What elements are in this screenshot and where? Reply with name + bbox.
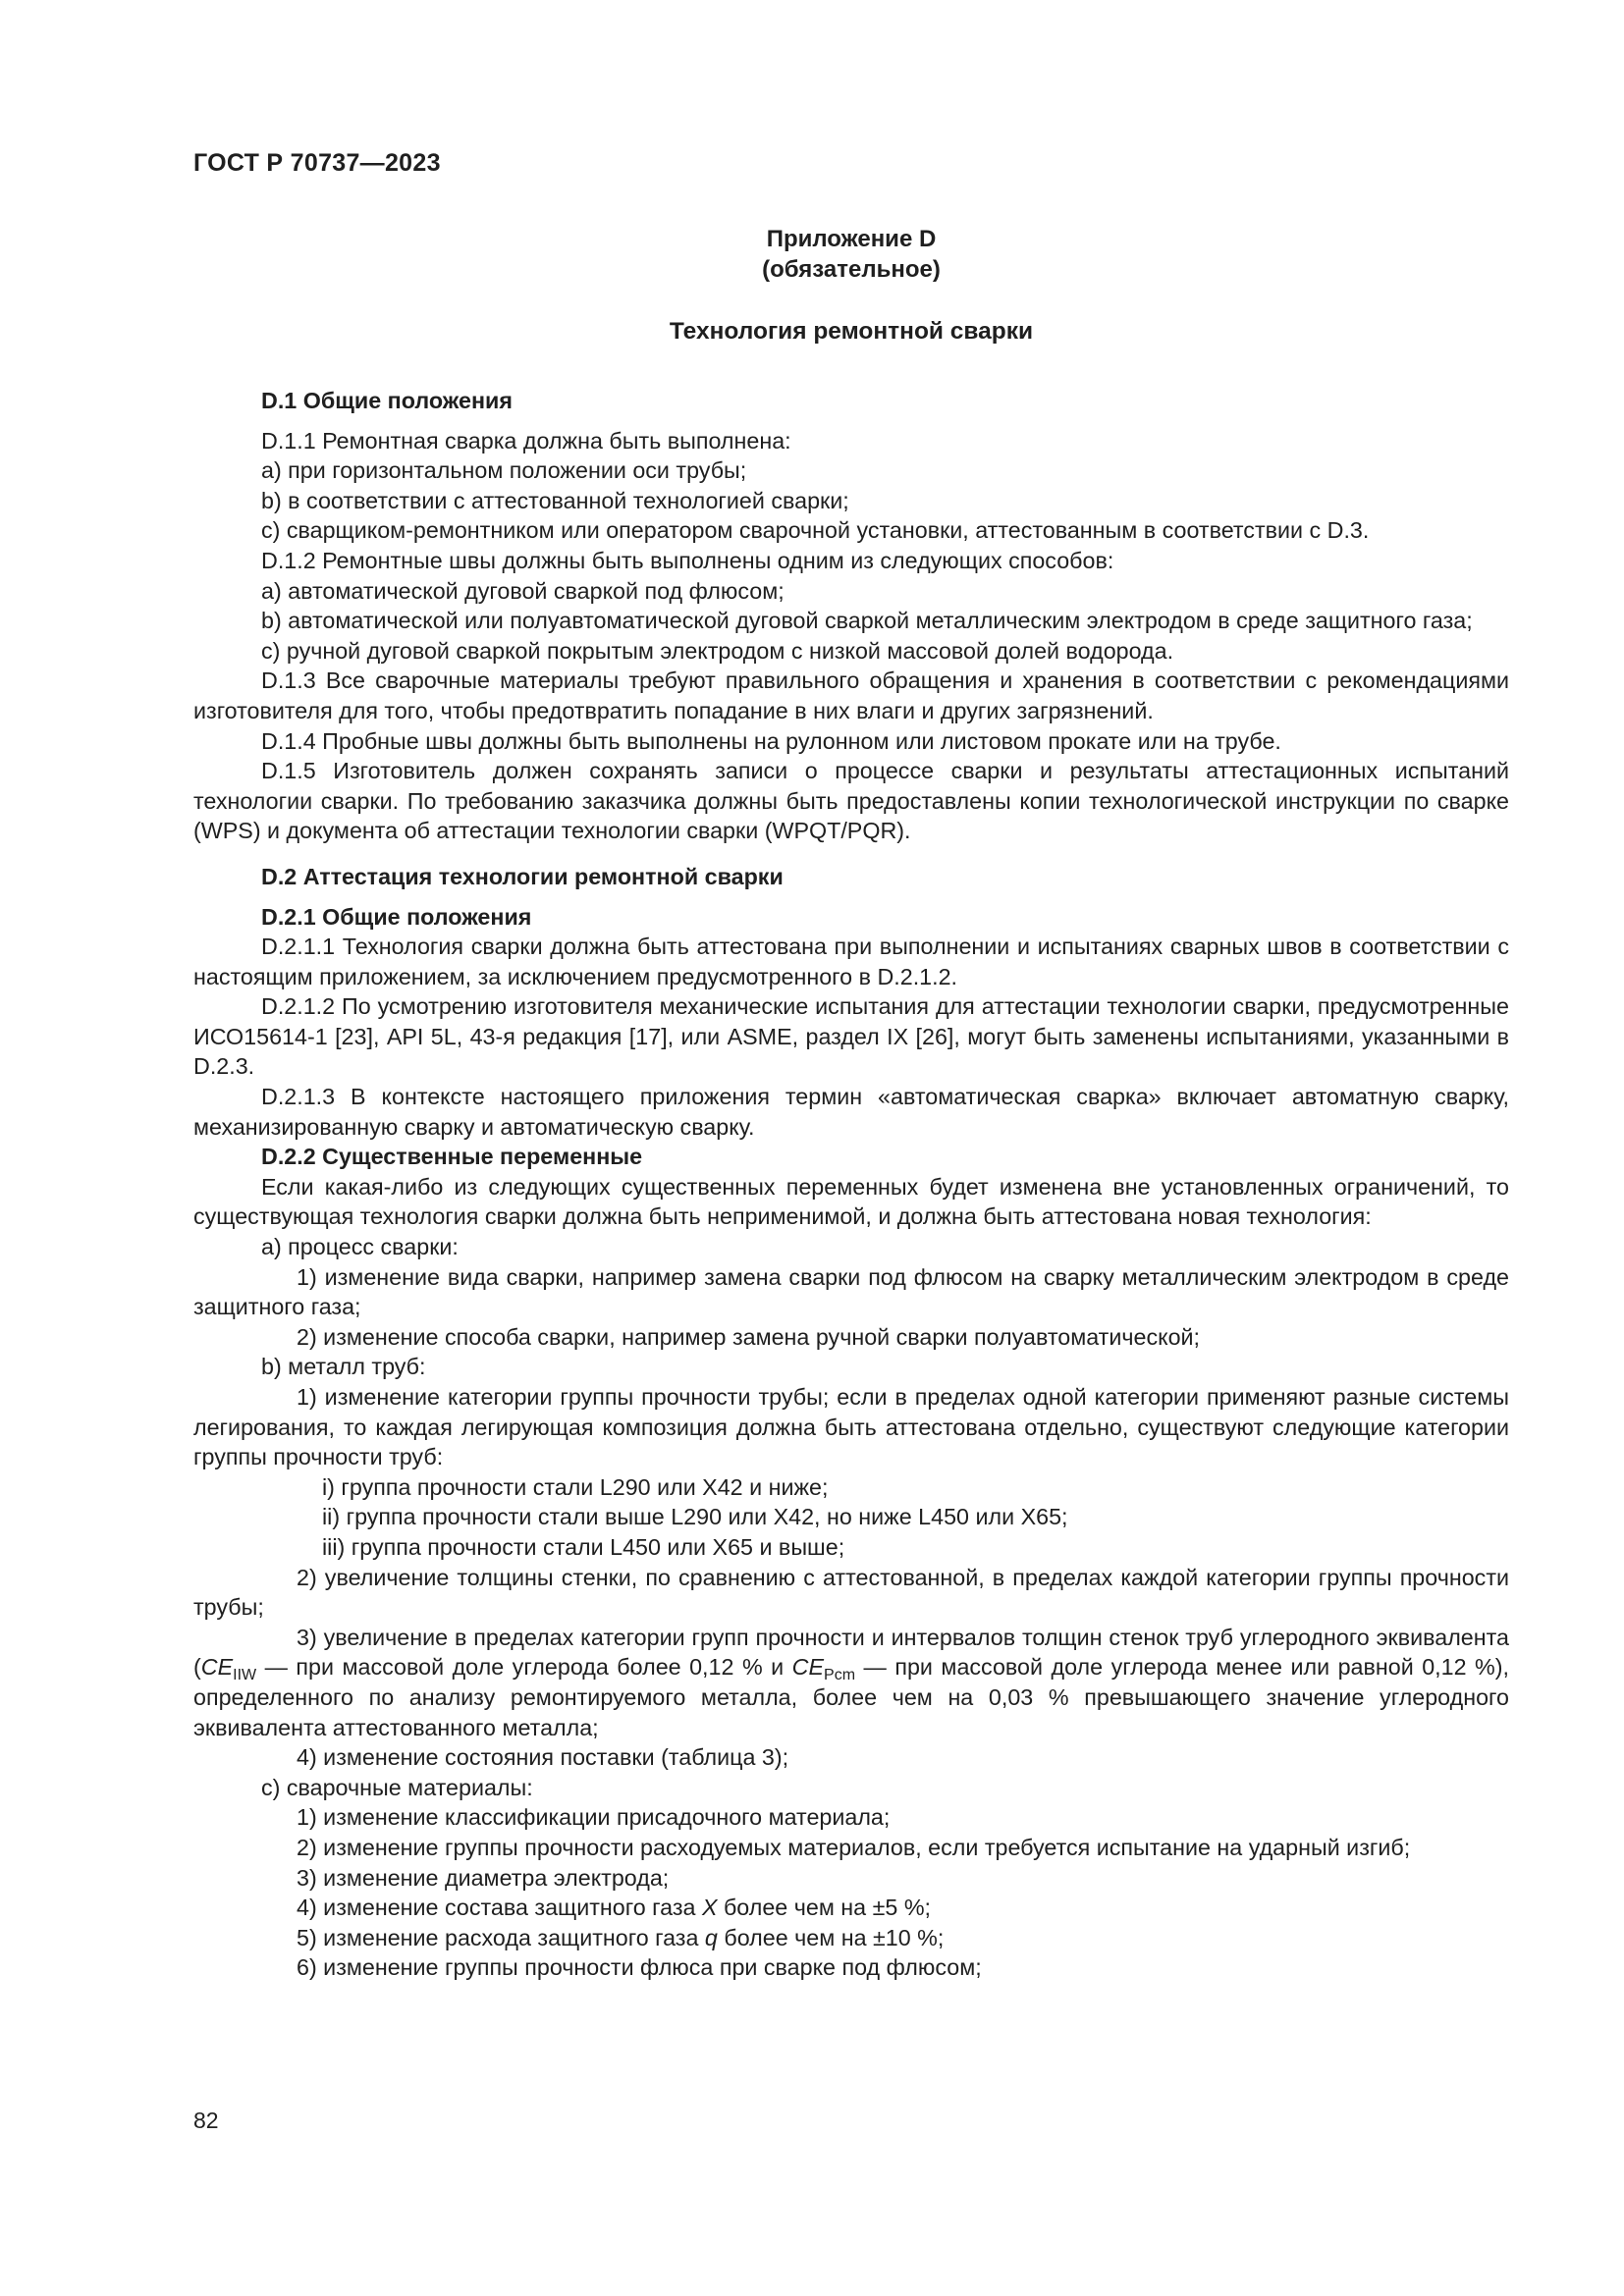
list-item-c-5 xyxy=(193,1923,1509,1953)
list-item-b-2: 2) увеличение толщины стенки, по сравнению с аттестованной, в пределах каждой категории группы прочности трубы; xyxy=(193,1564,1509,1621)
list-item-b-1-i: i) группа прочности стали L290 или X42 и ниже; xyxy=(322,1473,829,1500)
list-item-a-2: 2) изменение способа сварки, например замена ручной сварки полуавтоматической; xyxy=(297,1323,1201,1350)
paragraph-d1-4: D.1.4 Пробные швы должны быть выполнены на рулонном или листовом прокате или на трубе. xyxy=(261,727,1281,754)
page-content xyxy=(193,224,1509,1983)
list-item-c-4 xyxy=(193,1893,1509,1923)
list-item-c-6: 6) изменение группы прочности флюса при сварке под флюсом; xyxy=(297,1954,982,1981)
appendix-title: Приложение D xyxy=(766,226,937,252)
standard-header: ГОСТ Р 70737—2023 xyxy=(193,149,441,177)
text-b3-part1: 3) увеличение в пределах категории групп прочности и интервалов толщин стенок труб углеродного эквивалента ( xyxy=(193,1624,1509,1681)
section-heading-d1: D.1 Общие положения xyxy=(261,388,513,413)
list-item-d1-1-b: b) в соответствии с аттестованной технологией сварки; xyxy=(261,487,849,513)
text-c5-part1: 5) изменение расхода защитного газа xyxy=(297,1924,705,1950)
subscript-pcm: Pcm xyxy=(824,1667,856,1684)
list-item-d1-2-b: b) автоматической или полуавтоматической дуговой сваркой металлическим электродом в среде защитного газа; xyxy=(261,608,1473,634)
text-b3-part3: — при массовой доле углерода менее или равной 0,12 %), определенного по анализу ремонтируемого металла, более чем на 0,03 % превышающего значение углеродного эквивалента аттестованного металла; xyxy=(193,1654,1509,1740)
paragraph-d1-5: D.1.5 Изготовитель должен сохранять записи о процессе сварки и результаты аттестационных испытаний технологии сварки. По требованию заказчика должны быть предоставлены копии технологической инструкции по сварке (WPS) и документа об аттестации технологии сварки (WPQT/PQR). xyxy=(193,758,1509,844)
list-item-c: c) сварочные материалы: xyxy=(261,1774,533,1800)
list-item-d1-1-c: c) сварщиком-ремонтником или оператором сварочной установки, аттестованным в соответствии с D.3. xyxy=(261,517,1370,544)
paragraph-d1-1: D.1.1 Ремонтная сварка должна быть выполнена: xyxy=(261,427,791,454)
text-c5-part2: более чем на ±10 %; xyxy=(717,1924,945,1950)
text-b3-part2: — при массовой доле углерода более 0,12 % и xyxy=(256,1654,792,1681)
list-item-b-4: 4) изменение состояния поставки (таблица 3); xyxy=(297,1744,789,1771)
list-item-b-1: 1) изменение категории группы прочности трубы; если в пределах одной категории применяют разные системы легирования, то каждая легирующая композиция должна быть аттестована отдельно, существуют следующие категории группы прочности труб: xyxy=(193,1384,1509,1470)
subsection-heading-d2-1: D.2.1 Общие положения xyxy=(261,903,532,930)
text-c4-part1: 4) изменение состава защитного газа xyxy=(297,1895,702,1921)
symbol-q: q xyxy=(704,1924,718,1950)
list-item-c-1: 1) изменение классификации присадочного материала; xyxy=(297,1804,891,1831)
list-item-c-3: 3) изменение диаметра электрода; xyxy=(297,1864,670,1891)
paragraph-d2-2-intro: Если какая-либо из следующих существенных переменных будет изменена вне установленных ограничений, то существующая технология сварки должна быть неприменимой, и должна быть аттестована новая технология: xyxy=(193,1173,1509,1230)
symbol-x: X xyxy=(701,1895,718,1921)
appendix-name: Технология ремонтной сварки xyxy=(669,318,1034,345)
list-item-c-2: 2) изменение группы прочности расходуемых материалов, если требуется испытание на ударный изгиб; xyxy=(297,1834,1411,1860)
list-item-b-3 xyxy=(193,1623,1509,1742)
paragraph-d2-1-1: D.2.1.1 Технология сварки должна быть аттестована при выполнении и испытаниях сварных швов в соответствии с настоящим приложением, за исключением предусмотренного в D.2.1.2. xyxy=(193,934,1509,989)
list-item-b: b) металл труб: xyxy=(261,1354,426,1380)
list-item-a-1: 1) изменение вида сварки, например замена сварки под флюсом на сварку металлическим электродом в среде защитного газа; xyxy=(193,1263,1509,1320)
symbol-ce: CE xyxy=(200,1654,234,1681)
appendix-status: (обязательное) xyxy=(762,256,941,283)
paragraph-d1-2: D.1.2 Ремонтные швы должны быть выполнены одним из следующих способов: xyxy=(261,547,1114,573)
text-c4-part2: более чем на ±5 %; xyxy=(717,1895,932,1921)
list-item-d1-1-a: a) при горизонтальном положении оси трубы; xyxy=(261,457,747,484)
subscript-iiw: IIW xyxy=(233,1667,257,1684)
list-item-d1-2-c: c) ручной дуговой сваркой покрытым электродом с низкой массовой долей водорода. xyxy=(261,637,1174,664)
page-number: 82 xyxy=(193,2108,219,2133)
list-item-a: a) процесс сварки: xyxy=(261,1234,459,1260)
list-item-d1-2-a: a) автоматической дуговой сваркой под флюсом; xyxy=(261,577,785,604)
paragraph-d2-1-2: D.2.1.2 По усмотрению изготовителя механические испытания для аттестации технологии сварки, предусмотренные ИСО15614-1 [23], API 5L, 43-я редакция [17], или ASME, раздел IX [26], могут быть заменены испытаниями, указанными в D.2.3. xyxy=(193,993,1509,1080)
subsection-heading-d2-2: D.2.2 Существенные переменные xyxy=(261,1144,643,1170)
symbol-ce-2: CE xyxy=(791,1654,825,1681)
list-item-b-1-iii: iii) группа прочности стали L450 или X65 и выше; xyxy=(322,1533,845,1560)
section-heading-d2: D.2 Аттестация технологии ремонтной сварки xyxy=(261,863,784,889)
paragraph-d2-1-3: D.2.1.3 В контексте настоящего приложения термин «автоматическая сварка» включает автоматную сварку, механизированную сварку и автоматическую сварку. xyxy=(193,1084,1509,1140)
paragraph-d1-3: D.1.3 Все сварочные материалы требуют правильного обращения и хранения в соответствии с рекомендациями изготовителя для того, чтобы предотвратить попадание в них влаги и других загрязнений. xyxy=(193,667,1509,723)
list-item-b-1-ii: ii) группа прочности стали выше L290 или X42, но ниже L450 или X65; xyxy=(322,1504,1068,1530)
